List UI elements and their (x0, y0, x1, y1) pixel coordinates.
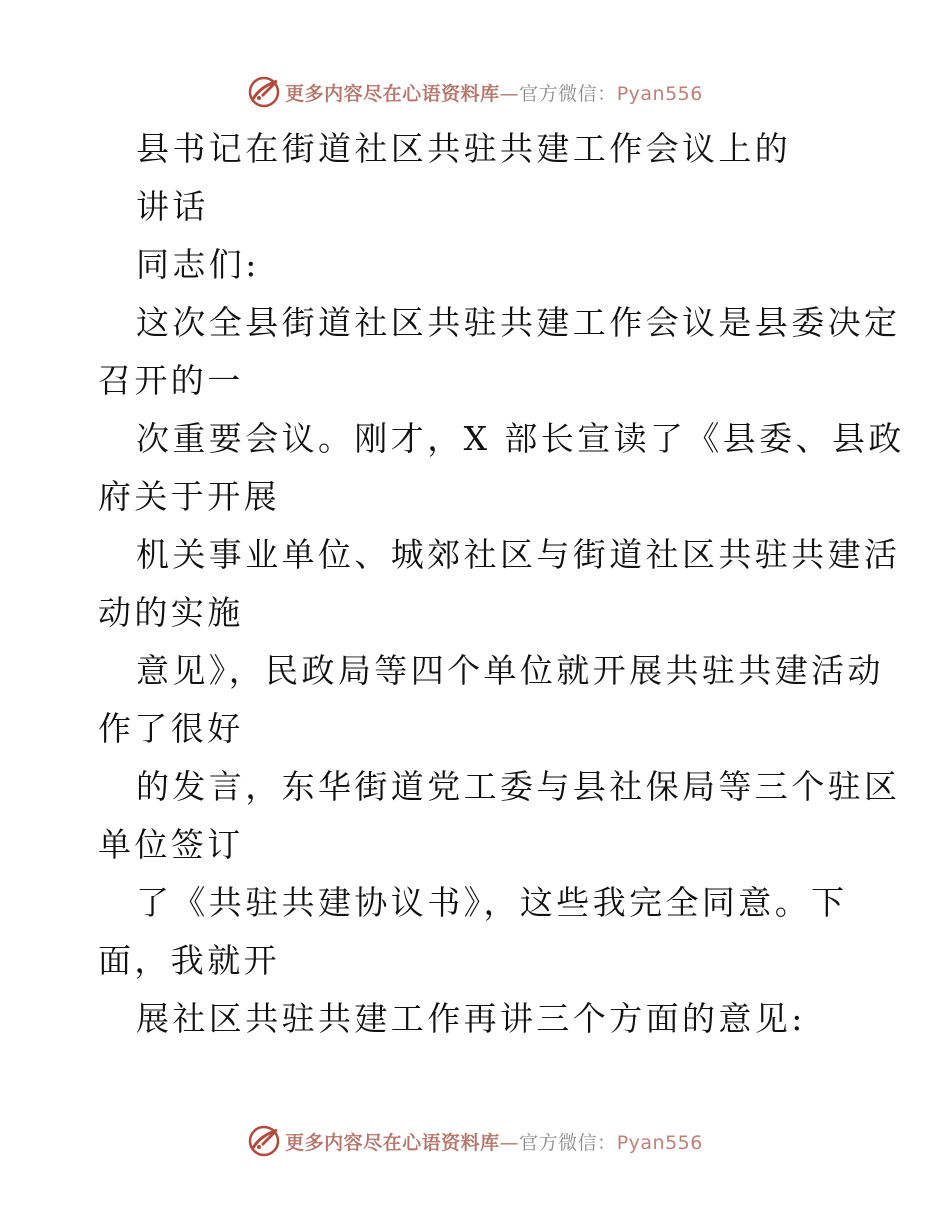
body-line: 次重要会议。刚才，X 部长宣读了《县委、县政 (136, 419, 905, 458)
body-line: 召开的一 (98, 361, 244, 400)
banner-text (285, 79, 703, 106)
body-line: 府关于开展 (98, 477, 280, 516)
title-line: 县书记在街道社区共驻共建工作会议上的 (136, 129, 792, 168)
pen-logo-icon (247, 75, 281, 109)
body-paragraph (98, 294, 905, 1048)
body-line: 意见》，民政局等四个单位就开展共驻共建活动 (136, 651, 884, 690)
banner-wechat-label: 官方微信： (519, 1131, 617, 1154)
document-body (98, 120, 905, 1048)
body-line: 这次全县街道社区共驻共建工作会议是县委决定 (136, 303, 901, 342)
banner-lead-text: 更多内容尽在心语资料库 (285, 1131, 500, 1154)
banner-wechat-label: 官方微信： (519, 82, 617, 105)
body-line: 面，我就开 (98, 941, 280, 980)
banner-separator: — (499, 82, 520, 105)
body-line: 的发言，东华街道党工委与县社保局等三个驻区 (136, 767, 901, 806)
body-line: 动的实施 (98, 593, 244, 632)
banner-wechat-id: Pyan556 (616, 1131, 703, 1154)
body-line: 机关事业单位、城郊社区与街道社区共驻共建活 (136, 535, 901, 574)
footer-banner (0, 1121, 950, 1161)
header-banner (0, 72, 950, 112)
body-line: 展社区共驻共建工作再讲三个方面的意见: (136, 999, 806, 1038)
banner-wechat-id: Pyan556 (616, 82, 703, 105)
body-line: 作了很好 (98, 709, 244, 748)
pen-logo-icon (247, 1124, 281, 1158)
banner-lead-text: 更多内容尽在心语资料库 (285, 82, 500, 105)
banner-text (285, 1128, 703, 1155)
body-line: 了《共驻共建协议书》，这些我完全同意。下 (136, 883, 848, 922)
title-line: 讲话 (136, 187, 209, 226)
salutation: 同志们: (136, 245, 260, 284)
banner-separator: — (499, 1131, 520, 1154)
body-line: 单位签订 (98, 825, 244, 864)
